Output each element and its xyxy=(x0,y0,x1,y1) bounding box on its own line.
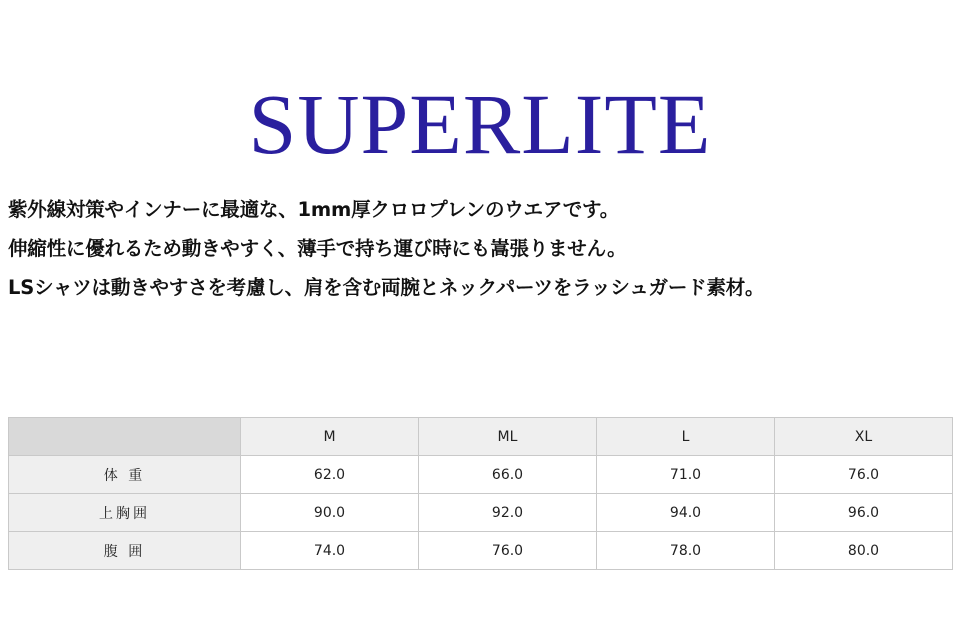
table-header-row xyxy=(9,418,953,456)
table-cell: 96.0 xyxy=(775,494,953,532)
table-corner-cell xyxy=(9,418,241,456)
description-block xyxy=(8,190,960,307)
description-line: 紫外線対策やインナーに最適な、1mm厚クロロプレンのウエアです。 xyxy=(8,198,620,221)
table-cell: 76.0 xyxy=(419,532,597,570)
table-row xyxy=(9,532,953,570)
table-col-header: L xyxy=(597,418,775,456)
page-title: SUPERLITE xyxy=(248,76,712,172)
size-table xyxy=(8,417,953,570)
table-cell: 80.0 xyxy=(775,532,953,570)
table-col-header: ML xyxy=(419,418,597,456)
table-cell: 71.0 xyxy=(597,456,775,494)
table-cell: 90.0 xyxy=(241,494,419,532)
table-col-header: XL xyxy=(775,418,953,456)
table-col-header: M xyxy=(241,418,419,456)
table-row xyxy=(9,456,953,494)
description-line: LSシャツは動きやすさを考慮し、肩を含む両腕とネックパーツをラッシュガード素材。 xyxy=(8,276,765,299)
table-row xyxy=(9,494,953,532)
table-cell: 76.0 xyxy=(775,456,953,494)
table-cell: 94.0 xyxy=(597,494,775,532)
table-cell: 74.0 xyxy=(241,532,419,570)
table-row-label: 腹 囲 xyxy=(9,532,241,570)
table-cell: 78.0 xyxy=(597,532,775,570)
table-cell: 92.0 xyxy=(419,494,597,532)
description-line: 伸縮性に優れるため動きやすく、薄手で持ち運び時にも嵩張りません。 xyxy=(8,237,627,260)
size-table-wrapper xyxy=(8,417,952,570)
table-row-label: 体 重 xyxy=(9,456,241,494)
table-row-label: 上胸囲 xyxy=(9,494,241,532)
table-cell: 66.0 xyxy=(419,456,597,494)
table-cell: 62.0 xyxy=(241,456,419,494)
